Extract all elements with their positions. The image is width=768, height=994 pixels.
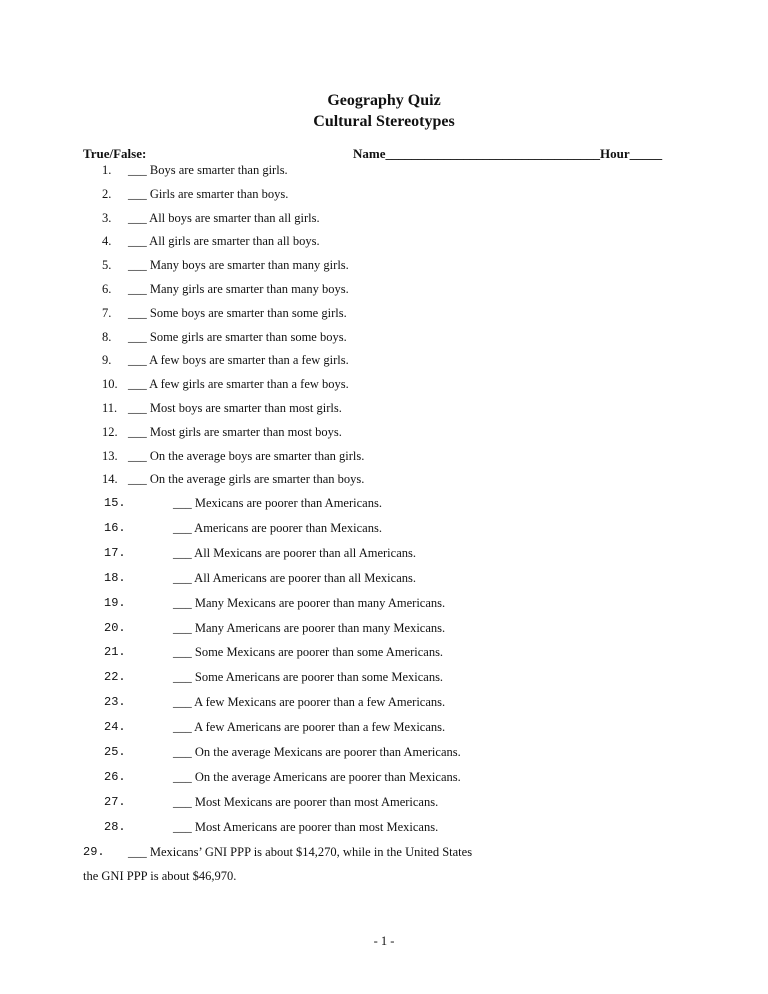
question-number: 6. [102, 282, 112, 296]
question-number: 16. [104, 520, 126, 535]
question-number: 5. [102, 258, 112, 273]
question-text: ___ Some Americans are poorer than some Mexicans. [173, 670, 444, 685]
question-text: ___ On the average Americans are poorer than Mexicans. [173, 769, 461, 784]
question-text: ___ All girls are smarter than all boys. [128, 234, 320, 249]
question-29-continuation: the GNI PPP is about $46,970. [83, 869, 237, 883]
question-text: ___ Americans are poorer than Mexicans. [173, 520, 382, 535]
question-number: 21. [104, 645, 126, 660]
question-number: 23. [104, 695, 126, 710]
question-number: 18. [104, 570, 126, 585]
question-text: ___ Many boys are smarter than many girls. [128, 258, 349, 273]
question-number: 3. [102, 210, 112, 225]
question-number: 20. [104, 620, 126, 635]
question-number: 4. [102, 234, 112, 249]
question-number: 19. [104, 595, 126, 610]
question-text: ___ Most Mexicans are poorer than most Americans. [173, 794, 439, 809]
question-text: ___ A few boys are smarter than a few girls. [128, 353, 349, 368]
question-number: 11. [102, 401, 118, 415]
question-number: 12. [102, 424, 118, 439]
question-text: ___ Mexicans are poorer than Americans. [173, 496, 382, 510]
question-text: ___ Most Americans are poorer than most Mexicans. [173, 819, 439, 834]
question-number: 14. [102, 472, 118, 487]
question-text: ___ Many girls are smarter than many boys. [128, 282, 349, 296]
name-hour-line: Name_________________________________Hour_____ [353, 146, 663, 161]
question-number: 22. [104, 670, 126, 685]
question-number: 25. [104, 745, 126, 759]
question-number: 13. [102, 448, 118, 463]
question-number: 28. [104, 819, 126, 834]
question-text: ___ Girls are smarter than boys. [128, 186, 289, 201]
question-number: 17. [104, 545, 126, 560]
question-text: ___ Some Mexicans are poorer than some Americans. [173, 645, 444, 660]
question-number: 2. [102, 186, 112, 201]
question-number: 24. [104, 720, 126, 735]
question-number: 27. [104, 794, 126, 809]
question-text: ___ Many Mexicans are poorer than many Americans. [173, 595, 446, 610]
quiz-title: Geography Quiz [327, 92, 441, 109]
question-number: 29. [83, 845, 105, 859]
question-number: 9. [102, 353, 112, 368]
question-text: ___ All Mexicans are poorer than all Americans. [173, 545, 416, 560]
question-number: 26. [104, 769, 126, 784]
question-number: 1. [102, 163, 112, 177]
question-text: ___ A few Mexicans are poorer than a few Americans. [173, 695, 446, 710]
question-text: ___ All Americans are poorer than all Mexicans. [173, 570, 416, 585]
question-text: ___ All boys are smarter than all girls. [128, 210, 320, 225]
question-text: ___ A few girls are smarter than a few boys. [128, 377, 349, 392]
question-text: ___ Boys are smarter than girls. [128, 163, 288, 177]
question-text: ___ Many Americans are poorer than many Mexicans. [173, 620, 446, 635]
question-text: ___ Mexicans’ GNI PPP is about $14,270, while in the United States [128, 845, 473, 859]
question-text: ___ Some boys are smarter than some girls. [128, 305, 347, 320]
question-number: 15. [104, 496, 126, 510]
question-text: ___ Most boys are smarter than most girls. [128, 401, 342, 415]
question-text: ___ A few Americans are poorer than a few Mexicans. [173, 720, 446, 735]
question-text: ___ On the average girls are smarter than boys. [128, 472, 365, 487]
section-label: True/False: [83, 146, 147, 161]
question-number: 10. [102, 377, 118, 392]
question-text: ___ Most girls are smarter than most boys. [128, 424, 342, 439]
question-text: ___ Some girls are smarter than some boys. [128, 329, 347, 344]
question-text: ___ On the average Mexicans are poorer than Americans. [173, 745, 461, 759]
question-text: ___ On the average boys are smarter than girls. [128, 448, 365, 463]
question-number: 8. [102, 329, 112, 344]
quiz-subtitle: Cultural Stereotypes [313, 113, 455, 130]
question-number: 7. [102, 305, 112, 320]
page-number: - 1 - [373, 934, 395, 948]
